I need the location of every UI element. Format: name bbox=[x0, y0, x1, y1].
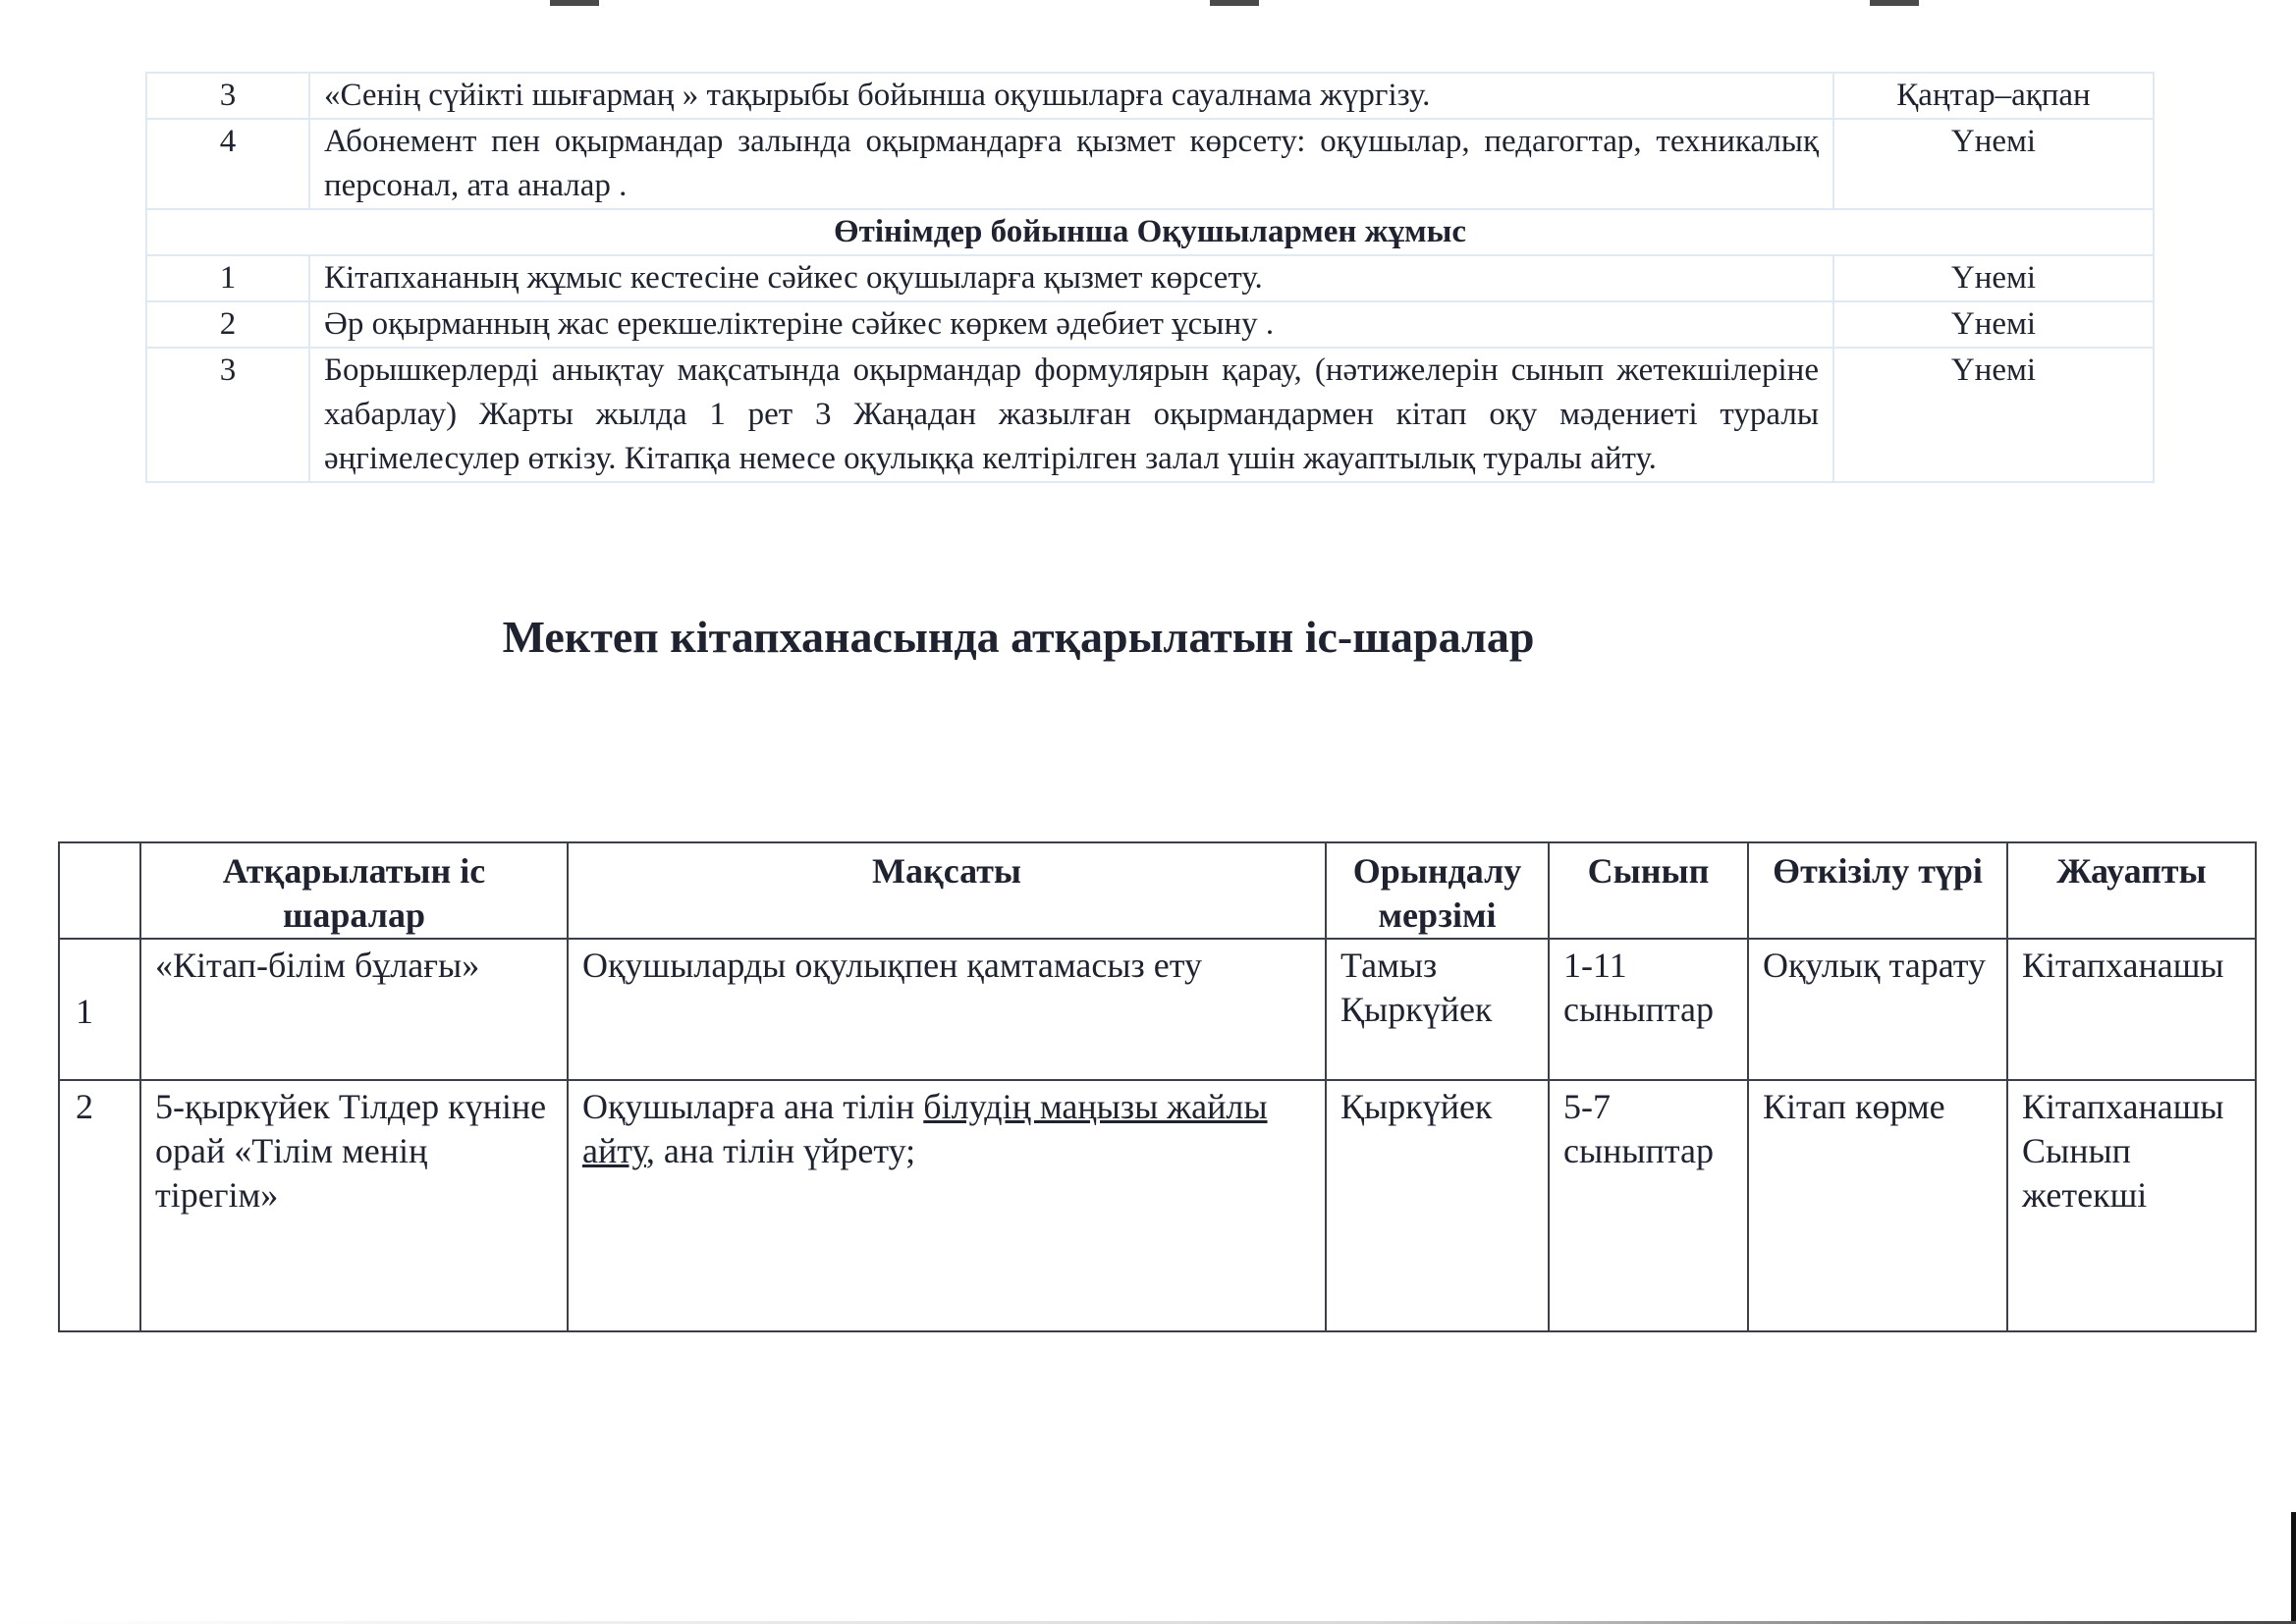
row-period: Қаңтар–ақпан bbox=[1833, 73, 2154, 119]
header-number bbox=[59, 842, 140, 939]
row-number: 2 bbox=[146, 301, 309, 348]
goal-text: Оқушыларға ана тілін bbox=[582, 1087, 924, 1126]
header-deadline: Орындалу мерзімі bbox=[1326, 842, 1549, 939]
table-row bbox=[146, 119, 2154, 209]
section-heading: Өтінімдер бойынша Оқушылармен жұмыс bbox=[146, 209, 2154, 255]
event-number: 1 bbox=[59, 939, 140, 1080]
header-responsible: Жауапты bbox=[2007, 842, 2256, 939]
row-number: 3 bbox=[146, 348, 309, 482]
header-goal: Мақсаты bbox=[568, 842, 1326, 939]
scan-edge-shadow bbox=[2291, 1512, 2296, 1624]
event-form: Оқулық тарату bbox=[1748, 939, 2007, 1080]
event-deadline bbox=[1326, 939, 1549, 1080]
row-description: Әр оқырманның жас ерекшеліктеріне сәйкес көркем әдебиет ұсыну . bbox=[309, 301, 1833, 348]
section-heading-row bbox=[146, 209, 2154, 255]
page-title: Мектеп кітапханасында атқарылатын іс-шаралар bbox=[502, 612, 1535, 662]
event-goal bbox=[568, 1080, 1326, 1331]
table-row bbox=[59, 1080, 2256, 1331]
event-grade: 5-7 сыныптар bbox=[1549, 1080, 1748, 1331]
table-row bbox=[146, 73, 2154, 119]
row-period: Үнемі bbox=[1833, 301, 2154, 348]
row-number: 1 bbox=[146, 255, 309, 301]
event-name: 5-қыркүйек Тілдер күніне орай «Тілім менің тірегім» bbox=[140, 1080, 568, 1331]
row-description: Кітапхананың жұмыс кестесіне сәйкес оқушыларға қызмет көрсету. bbox=[309, 255, 1833, 301]
event-responsible bbox=[2007, 1080, 2256, 1331]
responsible-line: Сынып жетекші bbox=[2022, 1131, 2148, 1215]
goal-text: Оқушыларды оқулықпен қамтамасыз ету bbox=[582, 946, 1202, 985]
row-period: Үнемі bbox=[1833, 348, 2154, 482]
event-responsible bbox=[2007, 939, 2256, 1080]
scan-edge-marks bbox=[0, 0, 2296, 6]
header-event: Атқарылатын іс шаралар bbox=[140, 842, 568, 939]
row-description: Борышкерлерді анықтау мақсатында оқырмандар формулярын қарау, (нәтижелерін сынып жетекшілеріне хабарлау) Жарты жылда 1 рет 3 Жаңадан жазылған оқырмандармен кітап оқу мәдениеті туралы әңгімелесулер өткізу. Кітапқа немесе оқулыққа келтірілген залал үшін жауаптылық туралы айту. bbox=[309, 348, 1833, 482]
work-plan-table-continued bbox=[145, 72, 2155, 483]
row-period: Үнемі bbox=[1833, 119, 2154, 209]
deadline-line: Қыркүйек bbox=[1340, 990, 1493, 1029]
table-row bbox=[59, 939, 2256, 1080]
row-number: 4 bbox=[146, 119, 309, 209]
responsible-line: Кітапханашы bbox=[2022, 946, 2224, 985]
library-events-table bbox=[58, 841, 2257, 1332]
row-description: Абонемент пен оқырмандар залында оқырмандарға қызмет көрсету: оқушылар, педагогтар, техникалық персонал, ата аналар . bbox=[309, 119, 1833, 209]
header-form: Өткізілу түрі bbox=[1748, 842, 2007, 939]
event-name: «Кітап-білім бұлағы» bbox=[140, 939, 568, 1080]
table-row bbox=[146, 255, 2154, 301]
deadline-line: Тамыз bbox=[1340, 946, 1438, 985]
row-number: 3 bbox=[146, 73, 309, 119]
table-row bbox=[146, 301, 2154, 348]
event-form: Кітап көрме bbox=[1748, 1080, 2007, 1331]
table-header-row bbox=[59, 842, 2256, 939]
goal-text-underlined: білудің маңызы жайлы айту bbox=[582, 1087, 1268, 1170]
table-row bbox=[146, 348, 2154, 482]
event-deadline bbox=[1326, 1080, 1549, 1331]
deadline-line: Қыркүйек bbox=[1340, 1087, 1493, 1126]
row-period: Үнемі bbox=[1833, 255, 2154, 301]
row-description: «Сенің сүйікті шығармаң » тақырыбы бойынша оқушыларға сауалнама жүргізу. bbox=[309, 73, 1833, 119]
goal-text: , ана тілін үйрету; bbox=[645, 1131, 916, 1170]
event-grade: 1-11 сыныптар bbox=[1549, 939, 1748, 1080]
event-goal bbox=[568, 939, 1326, 1080]
responsible-line: Кітапханашы bbox=[2022, 1087, 2224, 1126]
event-number: 2 bbox=[59, 1080, 140, 1331]
header-grade: Сынып bbox=[1549, 842, 1748, 939]
